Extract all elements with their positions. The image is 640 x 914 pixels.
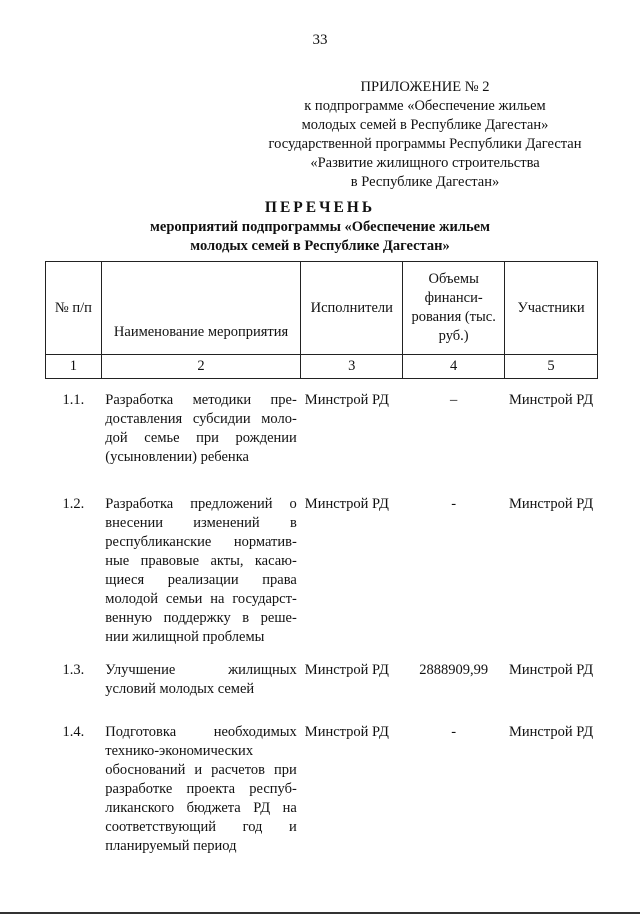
row-volume: 2888909,99 [419, 662, 489, 678]
table-row [46, 379, 598, 484]
row-executor: Минстрой РД [304, 662, 389, 678]
row-measure: Улучшение жилищных условий молодых семей [105, 662, 297, 697]
row-volume: – [450, 392, 458, 408]
table-row [46, 483, 598, 649]
header-executors: Исполнители [301, 262, 403, 355]
row-executor: Минстрой РД [304, 496, 389, 512]
appendix-line: «Развитие жилищного строительства [310, 155, 540, 171]
table-row [46, 711, 598, 856]
row-measure: Разработка предложений о внесении изменений в республиканские норматив- ные правовые акты, касаю- щиеся реализации права молодой семьи на государст- венную поддержку в реше- нии жилищной проблемы [105, 496, 297, 645]
row-executor: Минстрой РД [304, 724, 389, 740]
column-number: 5 [505, 355, 598, 379]
row-number: 1.4. [62, 724, 85, 740]
row-volume: - [451, 724, 457, 740]
appendix-line: к подпрограмме «Обеспечение жильем [304, 98, 546, 114]
row-participant: Минстрой РД [508, 724, 594, 740]
title-line: мероприятий подпрограммы «Обеспечение жильем [150, 219, 490, 235]
row-participant: Минстрой РД [508, 662, 594, 678]
row-number: 1.2. [62, 496, 85, 512]
measures-table [45, 261, 598, 856]
row-participant: Минстрой РД [508, 392, 594, 408]
header-name: Наименование мероприятия [101, 262, 301, 355]
row-executor: Минстрой РД [304, 392, 389, 408]
page-number: 33 [312, 32, 328, 48]
appendix-header [235, 78, 615, 192]
title-line: молодых семей в Республике Дагестан» [190, 238, 450, 254]
table-column-numbers [46, 355, 598, 379]
document-title [0, 198, 640, 256]
appendix-line: молодых семей в Республике Дагестан» [301, 117, 549, 133]
row-number: 1.3. [62, 662, 85, 678]
column-number: 3 [301, 355, 403, 379]
column-number: 4 [403, 355, 505, 379]
column-number: 1 [46, 355, 102, 379]
table-header-row [46, 262, 598, 355]
row-participant: Минстрой РД [508, 496, 594, 512]
row-volume: - [451, 496, 457, 512]
appendix-line: государственной программы Республики Дагестан [268, 136, 582, 152]
appendix-line: в Республике Дагестан» [350, 174, 500, 190]
table-row [46, 649, 598, 711]
title-heading: ПЕРЕЧЕНЬ [264, 199, 376, 216]
header-participants: Участники [505, 262, 598, 355]
row-measure: Разработка методики пре- доставления субсидии моло- дой семье при рождении (усыновлении) ребенка [105, 392, 297, 465]
row-measure: Подготовка необходимых технико-экономических обоснований и расчетов при разработке проекта респуб- ликанского бюджета РД на соответствующий год и планируемый период [105, 724, 297, 854]
header-num: № п/п [46, 262, 102, 355]
column-number: 2 [101, 355, 301, 379]
row-number: 1.1. [62, 392, 85, 408]
header-volume: Объемы финанси- рования (тыс. руб.) [403, 262, 505, 355]
appendix-title: ПРИЛОЖЕНИЕ № 2 [360, 79, 490, 95]
